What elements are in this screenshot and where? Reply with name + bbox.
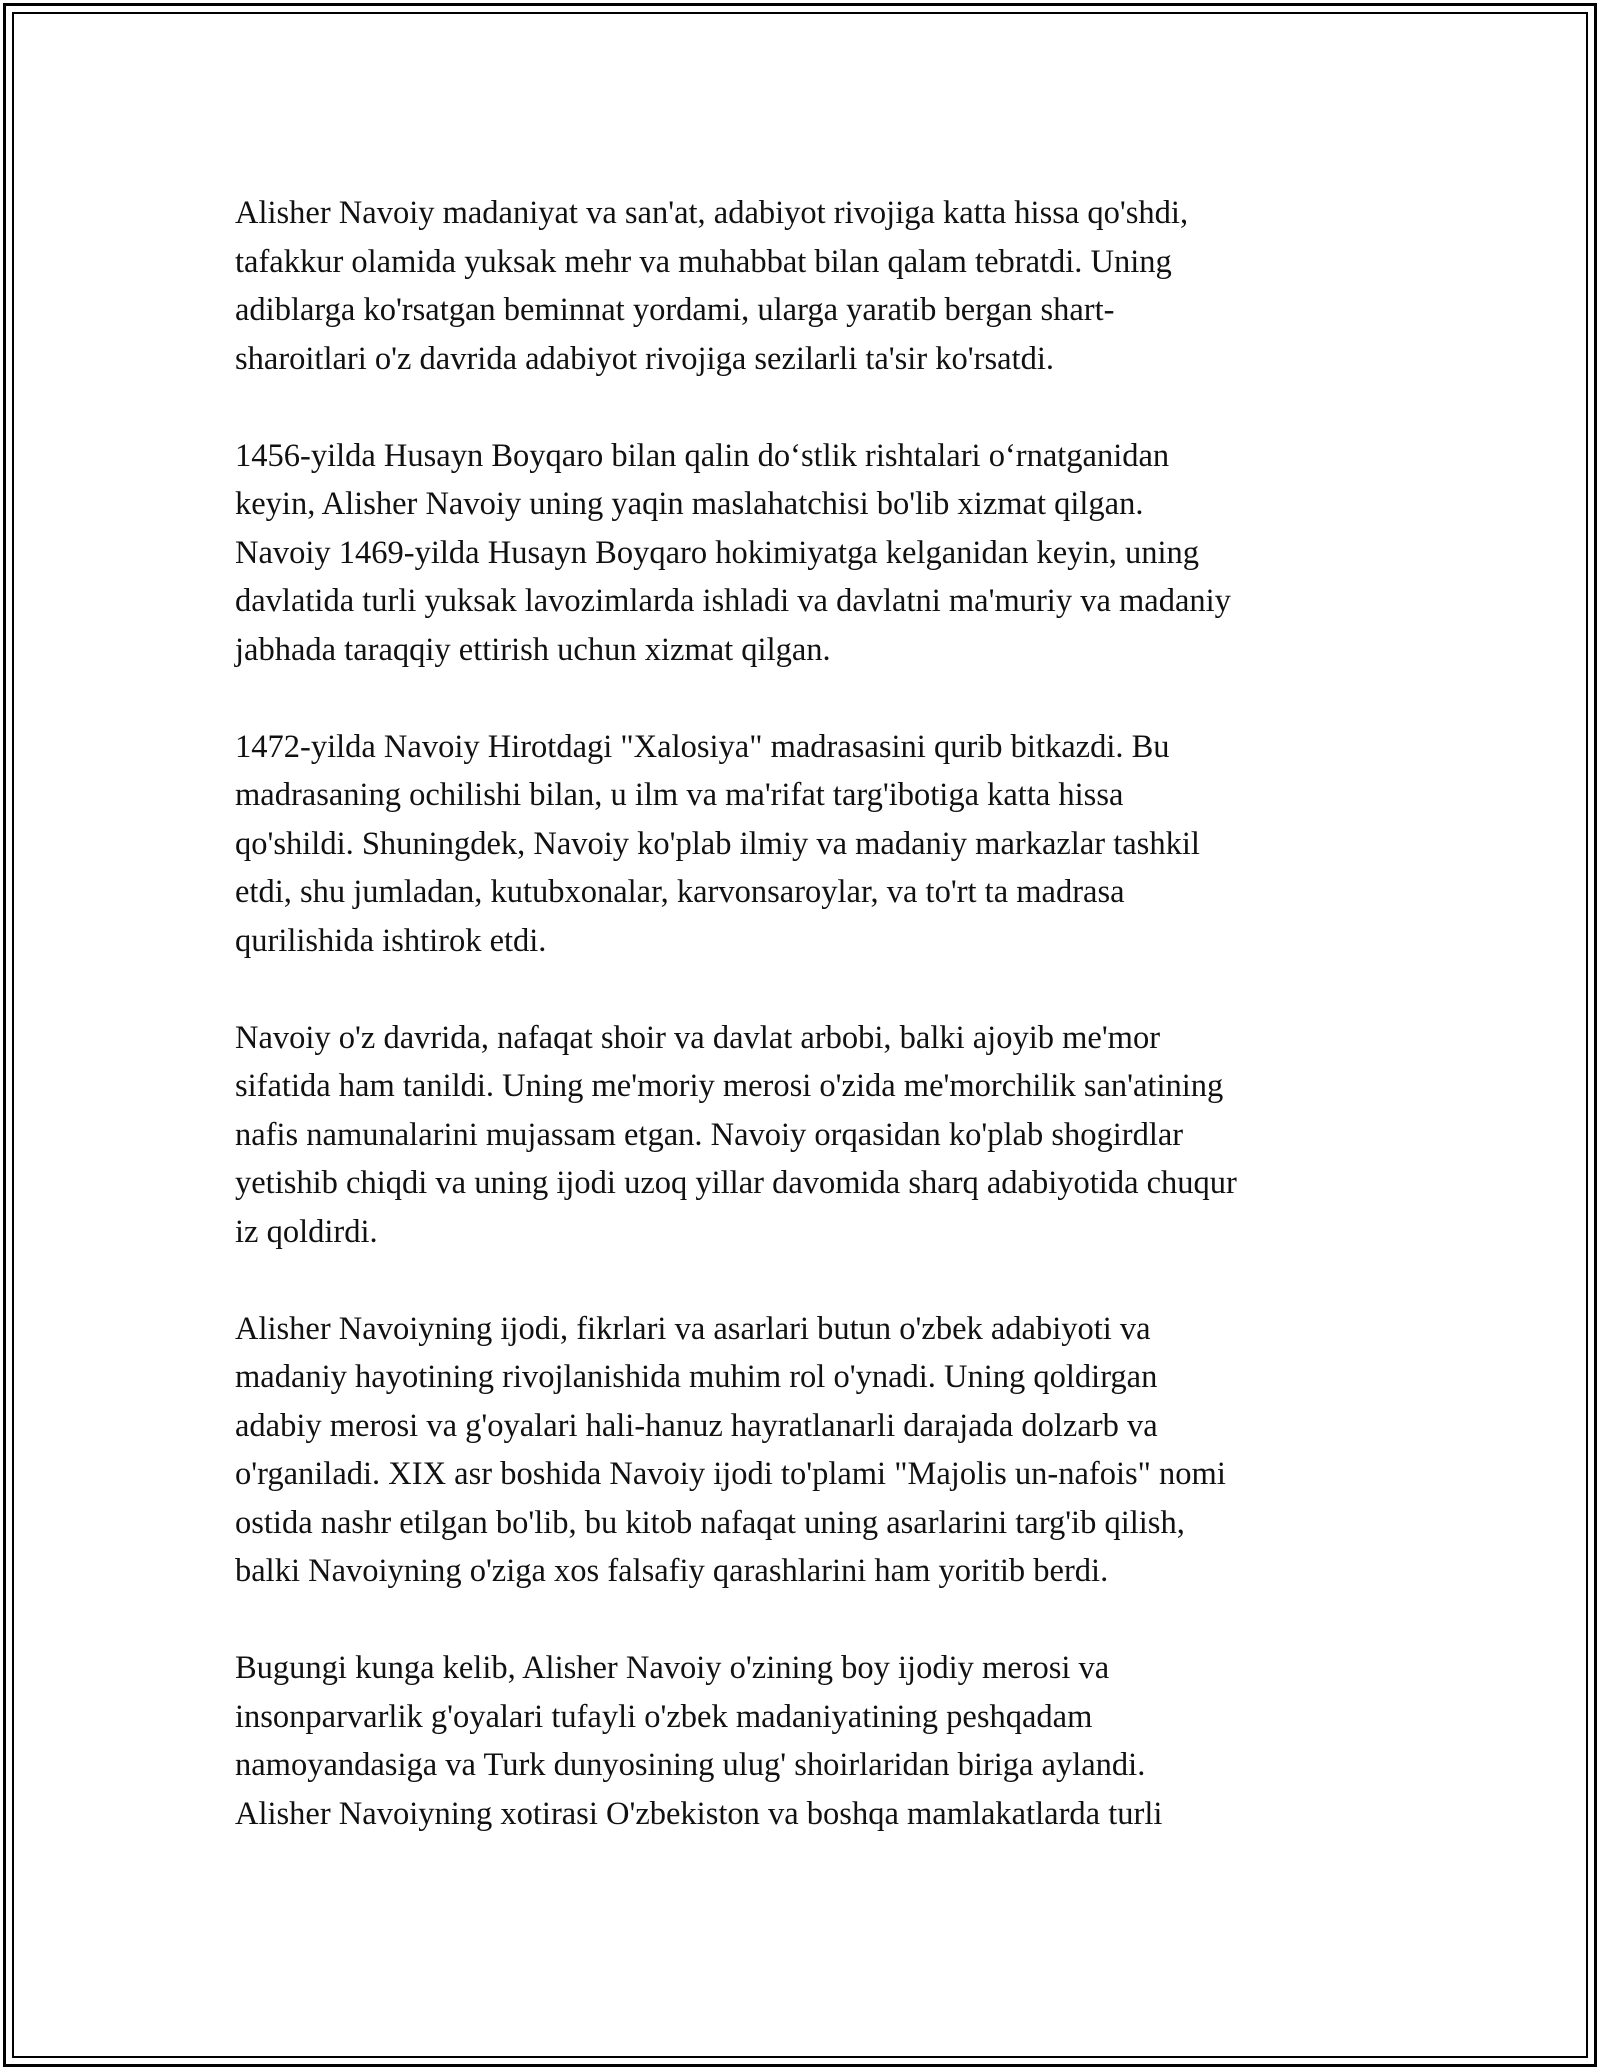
paragraph-architect: Navoiy o'z davrida, nafaqat shoir va davlat arbobi, balki ajoyib me'mor sifatida ham tanildi. Uning me'moriy merosi o'zida me'morchilik san'atining nafis namunalarini mujassam etgan. Navoiy orqasidan ko'plab shogirdlar yetishib chiqdi va uning ijodi uzoq yillar davomida sharq adabiyotida chuqur iz qoldirdi. [235, 1019, 1237, 1250]
paragraph-today: Bugungi kunga kelib, Alisher Navoiy o'zining boy ijodiy merosi va insonparvarlik g'oyalari tufayli o'zbek madaniyatining peshqadam namoyandasiga va Turk dunyosining ulug' shoirlaridan biriga aylandi. Alisher Navoiyning xotirasi O'zbekiston va boshqa mamlakatlarda turli [235, 1650, 1163, 1832]
paragraph-legacy: Alisher Navoiyning ijodi, fikrlari va asarlari butun o'zbek adabiyoti va madaniy hayotining rivojlanishida muhim rol o'ynadi. Uning qoldirgan adabiy merosi va g'oyalari hali-hanuz hayratlanarli darajada dolzarb va o'rganiladi. XIX asr boshida Navoiy ijodi to'plami "Majolis un-nafois" nomi ostida nashr etilgan bo'lib, bu kitob nafaqat uning asarlarini targ'ib qilish, balki Navoiyning o'ziga xos falsafiy qarashlarini ham yoritib berdi. [235, 1310, 1226, 1589]
paragraph-husayn-boyqaro: 1456-yilda Husayn Boyqaro bilan qalin do‘stlik rishtalari o‘rnatganidan keyin, Alisher Navoiy uning yaqin maslahatchisi bo'lib xizmat qilgan. Navoiy 1469-yilda Husayn Boyqaro hokimiyatga kelganidan keyin, uning davlatida turli yuksak lavozimlarda ishladi va davlatni ma'muriy va madaniy jabhada taraqqiy ettirish uchun xizmat qilgan. [235, 437, 1231, 668]
paragraph-navoiy-contribution: Alisher Navoiy madaniyat va san'at, adabiyot rivojiga katta hissa qo'shdi, tafakkur olamida yuksak mehr va muhabbat bilan qalam tebratdi. Uning adiblarga ko'rsatgan beminnat yordami, ularga yaratib bergan shart- sharoitlari o'z davrida adabiyot rivojiga sezilarli ta'sir ko'rsatdi. [235, 195, 1189, 377]
document-body [235, 189, 1385, 1887]
paragraph-xalosiya-madrasa: 1472-yilda Navoiy Hirotdagi "Xalosiya" madrasasini qurib bitkazdi. Bu madrasaning ochilishi bilan, u ilm va ma'rifat targ'ibotiga katta hissa qo'shildi. Shuningdek, Navoiy ko'plab ilmiy va madaniy markazlar tashkil etdi, shu jumladan, kutubxonalar, karvonsaroylar, va to'rt ta madrasa qurilishida ishtirok etdi. [235, 728, 1200, 959]
